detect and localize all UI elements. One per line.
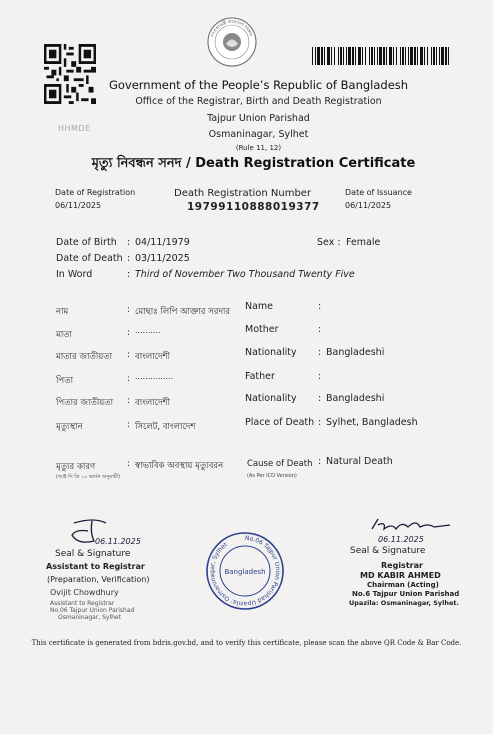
barcode-bar (334, 47, 335, 65)
name-bn-value: মোছাঃ লিপি আক্তার সরদার (135, 307, 231, 317)
registrar-line3: Upazila: Osmaninagar, Sylhet. (349, 599, 460, 607)
barcode-bar (355, 47, 356, 65)
barcode-bar (315, 47, 316, 65)
barcode-bar (436, 47, 437, 65)
father-nationality-bn-label: পিতার জাতীয়তা (56, 398, 114, 408)
barcode-bar (352, 47, 354, 65)
barcode-bar (358, 47, 361, 65)
barcode-bar (383, 47, 385, 65)
barcode-bar (389, 47, 392, 65)
in-word-value: Third of November Two Thousand Twenty Five (135, 269, 355, 280)
mother-en-colon: : (318, 324, 322, 335)
government-title: Government of the People’s Republic of Bangladesh (108, 78, 409, 92)
assistant-line2: No.06 Tajpur Union Parishad (50, 607, 135, 614)
place-of-death-en-value: Sylhet, Bangladesh (326, 417, 418, 428)
barcode-bar (321, 47, 323, 65)
barcode-bar (346, 47, 347, 65)
registration-number-label: Death Registration Number (174, 188, 312, 199)
mother-nationality-bn-value: বাংলাদেশী (135, 352, 170, 362)
barcode-bar (371, 47, 373, 65)
father-en-colon: : (318, 371, 322, 382)
stamp-code: HHMDE (58, 124, 91, 133)
registrar-seal-label: Seal & Signature (350, 546, 426, 556)
cause-note-en: (As Per ICD Version) (247, 473, 297, 479)
mother-nationality-en-label: Nationality (245, 347, 297, 358)
location: Osmaninagar, Sylhet (208, 129, 309, 140)
place-of-death-bn-label: মৃত্যুস্থান (56, 422, 83, 432)
barcode-bar (340, 47, 342, 65)
mother-nationality-en-colon: : (318, 347, 322, 358)
barcode-bar (414, 47, 416, 65)
mother-nationality-bn-label: মাতার জাতীয়তা (56, 352, 113, 362)
barcode (312, 47, 452, 65)
place-of-death-en-colon: : (318, 417, 322, 428)
barcode-bar (427, 47, 428, 65)
union-parishad: Tajpur Union Parishad (207, 113, 310, 124)
registrar-line1: Chairman (Acting) (367, 581, 439, 589)
assistant-line3: Osmaninagar, Sylhet (58, 614, 121, 621)
father-nationality-bn-value: বাংলাদেশী (135, 398, 170, 408)
mother-en-label: Mother (245, 324, 279, 335)
father-en-label: Father (245, 371, 275, 382)
barcode-bar (439, 47, 440, 65)
dob-value: 04/11/1979 (135, 237, 190, 248)
cause-note-bn: (আই সি ডি ১০ ভার্সন অনুযায়ী) (56, 474, 121, 480)
barcode-bar (331, 47, 332, 65)
barcode-bar (369, 47, 370, 65)
registrar-sign-date: 06.11.2025 (378, 535, 424, 544)
date-of-issuance: 06/11/2025 (345, 201, 392, 210)
barcode-bar (317, 47, 320, 65)
barcode-bar (396, 47, 397, 65)
mother-bn-label: মাতা (56, 330, 73, 340)
mother-nationality-en-value: Bangladeshi (326, 347, 385, 358)
barcode-bar (362, 47, 363, 65)
barcode-bar (379, 47, 382, 65)
dod-value: 03/11/2025 (135, 253, 190, 264)
cause-of-death-en-label: Cause of Death (247, 459, 313, 469)
emblem-text: গণপ্রজাতন্ত্রী বাংলাদেশ সরকার (209, 18, 254, 38)
name-bn-label: নাম (56, 307, 69, 317)
cause-of-death-bn-label: মৃত্যুর কারণ (56, 462, 96, 472)
father-nationality-en-colon: : (318, 393, 322, 404)
sex-value: Female (346, 237, 381, 248)
union-parishad-seal (204, 530, 286, 612)
date-of-registration: 06/11/2025 (55, 201, 102, 210)
barcode-bar (441, 47, 444, 65)
cause-of-death-bn-colon: : (127, 459, 130, 469)
barcode-bar (408, 47, 409, 65)
barcode-bar (312, 47, 313, 65)
place-of-death-bn-colon: : (127, 420, 130, 430)
barcode-bar (386, 47, 387, 65)
father-bn-label: পিতা (56, 376, 74, 386)
mother-nationality-bn-colon: : (127, 350, 130, 360)
barcode-bar (327, 47, 330, 65)
father-bn-value: ............... (135, 372, 174, 381)
barcode-bar (377, 47, 378, 65)
registrar-line2: No.6 Tajpur Union Parishad (352, 590, 460, 598)
barcode-bar (365, 47, 366, 65)
barcode-bar (400, 47, 401, 65)
dod-colon: : (127, 253, 131, 264)
cause-of-death-bn-value: স্বাভাবিক অবস্থায় মৃত্যুবরন (135, 461, 224, 471)
barcode-bar (448, 47, 449, 65)
barcode-bar (431, 47, 432, 65)
rule-reference: (Rule 11, 12) (235, 144, 282, 152)
barcode-bar (445, 47, 447, 65)
father-nationality-en-value: Bangladeshi (326, 393, 385, 404)
in-word-label: In Word (56, 269, 93, 280)
place-of-death-bn-value: সিলেট, বাংলাদেশ (135, 422, 196, 432)
dob-label: Date of Birth (56, 237, 117, 248)
certificate-title (0, 154, 493, 175)
government-emblem (207, 17, 257, 67)
qr-code (44, 44, 96, 104)
assistant-line1: Assistant to Registrar (50, 600, 115, 607)
cause-of-death-en-value: Natural Death (326, 456, 393, 467)
sex-label: Sex : (317, 237, 341, 248)
assistant-seal-label: Seal & Signature (55, 549, 131, 559)
barcode-bar (424, 47, 425, 65)
date-of-registration-label: Date of Registration (55, 188, 136, 197)
registrar-name: MD KABIR AHMED (360, 571, 441, 580)
name-bn-colon: : (127, 305, 130, 315)
father-nationality-en-label: Nationality (245, 393, 297, 404)
certificate-title-en: Death Registration Certificate (195, 156, 416, 171)
dod-label: Date of Death (56, 253, 123, 264)
mother-bn-value: .......... (135, 326, 161, 335)
barcode-bar (343, 47, 344, 65)
assistant-name: Ovijit Chowdhury (50, 588, 119, 597)
cause-of-death-en-colon: : (318, 456, 322, 467)
barcode-bar (405, 47, 406, 65)
registration-number: 19799110888019377 (187, 201, 320, 213)
place-of-death-en-label: Place of Death (245, 417, 315, 428)
registrar-office: Office of the Registrar, Birth and Death Registration (135, 96, 382, 107)
barcode-bar (410, 47, 413, 65)
footer-note: This certificate is generated from bdris.gov.bd, and to verify this certificate, please scan the above QR Code & Bar Code. (31, 639, 462, 647)
name-en-colon: : (318, 301, 322, 312)
assistant-sign-date: 06.11.2025 (95, 537, 141, 546)
certificate-title-bn: মৃত্যু নিবন্ধন সনদ / (91, 156, 196, 171)
barcode-bar (420, 47, 423, 65)
in-word-colon: : (127, 269, 131, 280)
registrar-role: Registrar (381, 561, 423, 570)
date-of-issuance-label: Date of Issuance (345, 188, 412, 197)
dob-colon: : (127, 237, 131, 248)
barcode-bar (374, 47, 375, 65)
barcode-bar (433, 47, 435, 65)
assistant-role: Assistant to Registrar (46, 562, 145, 571)
barcode-bar (393, 47, 394, 65)
seal-center-text: Bangladesh (224, 568, 266, 576)
father-bn-colon: : (127, 374, 130, 384)
barcode-bar (338, 47, 339, 65)
father-nationality-bn-colon: : (127, 396, 130, 406)
name-en-label: Name (245, 301, 274, 312)
barcode-bar (402, 47, 404, 65)
barcode-bar (417, 47, 418, 65)
assistant-role-sub: (Preparation, Verification) (47, 575, 150, 584)
seal-ring-text: No.06 Tajpur Union Parishad Upazila: Osmaninagar, Sylhet (208, 534, 281, 608)
barcode-bar (348, 47, 351, 65)
mother-bn-colon: : (127, 328, 130, 338)
barcode-bar (324, 47, 325, 65)
